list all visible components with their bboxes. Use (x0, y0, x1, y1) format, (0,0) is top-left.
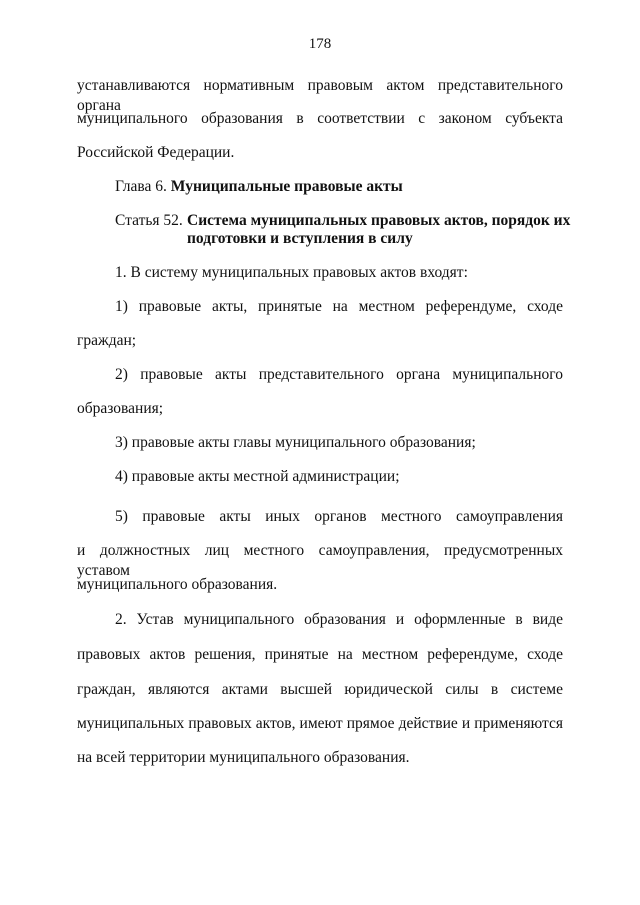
item-2-line-1: 2) правовые акты представительного органа муниципального (115, 366, 563, 383)
item-2-line-2: образования; (77, 400, 164, 417)
chapter-prefix: Глава 6. (115, 178, 167, 195)
item-4: 4) правовые акты местной администрации; (115, 468, 400, 485)
paragraph-2-line-4: муниципальных правовых актов, имеют прямое действие и применяются (77, 715, 563, 732)
paragraph-1-intro: 1. В систему муниципальных правовых актов входят: (115, 264, 468, 281)
chapter-heading (115, 177, 403, 197)
article-title-line-2: подготовки и вступления в силу (187, 230, 413, 247)
intro-line-2: муниципального образования в соответствии с законом субъекта (77, 110, 563, 127)
item-1-line-1: 1) правовые акты, принятые на местном референдуме, сходе (115, 298, 563, 315)
item-5-line-3: муниципального образования. (77, 576, 278, 593)
page-number: 178 (308, 36, 332, 52)
chapter-title: Муниципальные правовые акты (170, 178, 403, 195)
item-1-line-2: граждан; (77, 332, 137, 349)
item-3: 3) правовые акты главы муниципального образования; (115, 434, 476, 451)
item-5-line-1: 5) правовые акты иных органов местного самоуправления (115, 508, 563, 525)
article-prefix: Статья 52. (115, 212, 183, 229)
item-5-line-2: и должностных лиц местного самоуправления, предусмотренных уставом (77, 542, 563, 579)
paragraph-2-line-5: на всей территории муниципального образования. (77, 749, 410, 766)
paragraph-2-line-2: правовых актов решения, принятые на местном референдуме, сходе (77, 646, 563, 663)
intro-line-1: устанавливаются нормативным правовым актом представительного органа (77, 77, 563, 114)
intro-line-3: Российской Федерации. (77, 144, 235, 161)
article-title-line-1: Система муниципальных правовых актов, порядок их (187, 212, 571, 229)
paragraph-2-line-1: 2. Устав муниципального образования и оформленные в виде (115, 611, 563, 628)
paragraph-2-line-3: граждан, являются актами высшей юридической силы в системе (77, 681, 563, 698)
